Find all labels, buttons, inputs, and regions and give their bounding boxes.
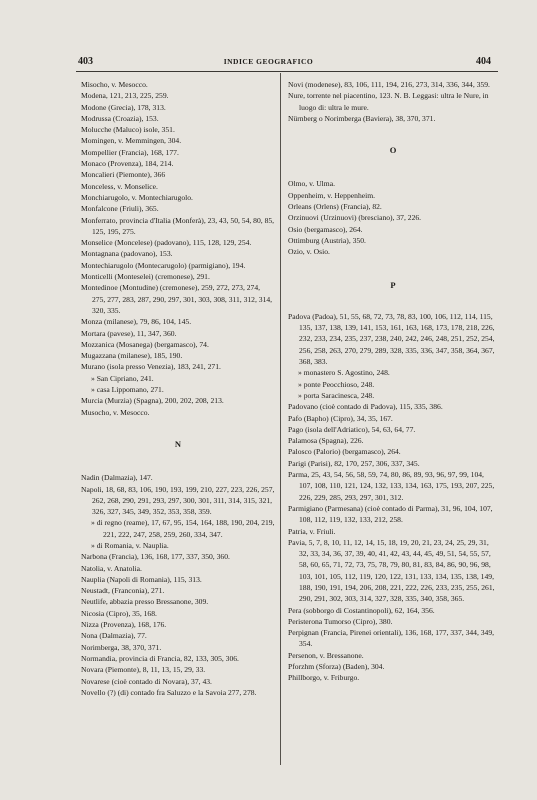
index-entry: Novi (modenese), 83, 106, 111, 194, 216, 273, 314, 336, 344, 359.	[288, 80, 490, 89]
index-entry: Osio (bergamasco), 264.	[288, 224, 363, 234]
index-entry: Pavia, 5, 7, 8, 10, 11, 12, 14, 15, 18, 19, 20, 21, 23, 24, 25, 29, 31, 32, 33, 34, 36, 37, 39, 40, 41, 42, 43, 44, 45, 49, 51, 54, 55, 57, 58, 60, 65, 71, 72, 73, 75, 78, 79, 80, 81, 83, 84, 86, 90, 96, 98, 103, 101, 105, 112, 119, 120, 122, 131, 133, 134, 135, 138, 149, 188, 190, 191, 194, 206, 208, 221, 222, 226, 233, 235, 255, 261, 290, 291, 302, 303, 314, 327, 328, 335, 340, 358, 365.	[288, 537, 495, 604]
index-entry: Pforzhm (Sforza) (Baden), 304.	[288, 662, 385, 672]
left-column	[81, 79, 275, 698]
index-entry: Monselice (Moncelese) (padovano), 115, 128, 129, 254.	[81, 238, 252, 248]
index-entry: Modena, 121, 213, 225, 259.	[81, 91, 169, 101]
index-entry: Monfalcone (Friuli), 365.	[81, 204, 159, 214]
index-entry: Orleans (Orlens) (Francia), 82.	[288, 202, 382, 212]
murano-subentries	[81, 373, 275, 396]
column-divider	[280, 73, 281, 765]
index-subentry: » casa Lippomano, 271.	[91, 385, 164, 395]
page-number-left: 403	[78, 56, 93, 67]
index-entry: Phillborgo, v. Friburgo.	[288, 673, 360, 683]
index-entry: Monticelli (Monteselei) (cremonese), 291.	[81, 272, 210, 282]
entries-n-cont	[288, 79, 498, 124]
index-entry: Normandia, provincia di Francia, 82, 133, 305, 306.	[81, 653, 239, 663]
section-letter-n: N	[174, 438, 182, 449]
index-entry: Nure, torrente nel piacentino, 123. N. B. Leggasi: ultra le Nure, in luogo di: ultra le mure.	[288, 91, 489, 112]
running-header	[0, 56, 537, 70]
index-entry: Montechiarugolo (Montecarugolo) (parmigiano), 194.	[81, 260, 246, 270]
index-entry: Momingen, v. Memmingen, 304.	[81, 136, 182, 146]
index-entry: Montedinoe (Montudine) (cremonese), 259, 272, 273, 274, 275, 277, 283, 287, 290, 297, 301, 303, 308, 311, 312, 314, 320, 335.	[81, 283, 273, 315]
index-entry: Olmo, v. Ulma.	[288, 179, 335, 189]
entries-m	[81, 79, 275, 373]
index-entry: Nauplia (Napoli di Romania), 115, 313.	[81, 574, 202, 584]
index-entry: Monceless, v. Monselice.	[81, 181, 158, 191]
page-number-right: 404	[476, 56, 491, 67]
index-entry: Mompellier (Francia), 168, 177.	[81, 147, 179, 157]
section-letter-p: P	[390, 279, 396, 290]
index-entry: Palamosa (Spagna), 226.	[288, 436, 364, 446]
entries-o	[288, 178, 498, 257]
index-entry: Perpignan (Francia, Pirenei orientali), 136, 168, 177, 337, 344, 349, 354.	[288, 628, 495, 649]
index-entry: Murcia (Murzia) (Spagna), 200, 202, 208, 213.	[81, 396, 224, 406]
index-entry: Parigi (Parisi), 82, 170, 257, 306, 337, 345.	[288, 458, 420, 468]
index-entry: Parma, 25, 43, 54, 56, 58, 59, 74, 80, 86, 89, 93, 96, 97, 99, 104, 107, 108, 110, 121, 124, 132, 133, 134, 163, 175, 193, 207, 225, 226, 229, 285, 293, 297, 301, 312.	[288, 470, 495, 502]
header-rule	[76, 71, 498, 72]
index-subentry: » di regno (reame), 17, 67, 95, 154, 164, 188, 190, 204, 219, 221, 222, 247, 258, 259, 260, 334, 347.	[91, 518, 275, 539]
index-entry: Moncalieri (Piemonte), 366	[81, 170, 166, 180]
index-subentry: » San Cipriano, 241.	[91, 373, 154, 383]
index-entry: Pafo (Bapho) (Cipro), 34, 35, 167.	[288, 413, 393, 423]
index-entry: Parmigiano (Parmesana) (cioè contado di Parma), 31, 96, 104, 107, 108, 112, 119, 132, 133, 212, 258.	[288, 503, 493, 525]
section-letter-o: O	[389, 145, 397, 156]
index-subentry: » ponte Peocchioso, 248.	[298, 379, 375, 389]
index-entry: Montagnana (padovano), 153.	[81, 249, 173, 259]
index-entry: Novarese (cioè contado di Novara), 37, 43.	[81, 676, 212, 686]
index-entry: Ozio, v. Osio.	[288, 247, 330, 257]
index-entry: Padovano (cioè contado di Padova), 115, 335, 386.	[288, 402, 443, 412]
index-entry: Mugazzana (milanese), 185, 190.	[81, 351, 183, 361]
index-entry: Narbona (Francia), 136, 168, 177, 337, 350, 360.	[81, 552, 230, 562]
index-entry: Neustadt, (Franconia), 271.	[81, 586, 165, 596]
running-title: INDICE GEOGRAFICO	[223, 57, 314, 66]
index-entry: Patria, v. Friuli.	[288, 526, 336, 536]
entries-n	[81, 551, 275, 698]
index-entry: Orzinuovi (Urzinuovi) (bresciano), 37, 226.	[288, 213, 422, 223]
index-entry: Peristerona Tumorso (Cipro), 380.	[288, 616, 393, 626]
index-entry: Novello (?) (di) contado fra Saluzzo e la Savoia 277, 278.	[81, 687, 257, 697]
index-entry: Natolia, v. Anatolia.	[81, 563, 142, 573]
index-entry: Mozzanica (Mosanega) (bergamasco), 74.	[81, 339, 209, 349]
index-entry: Persenon, v. Bressanone.	[288, 650, 364, 660]
index-entry: Molucche (Maluco) isole, 351.	[81, 125, 175, 135]
index-entry: Pera (sobborgo di Costantinopoli), 62, 164, 356.	[288, 605, 435, 615]
entries-n-head	[81, 472, 275, 517]
index-entry: Nadin (Dalmazia), 147.	[81, 473, 153, 483]
index-entry: Novara (Piemonte), 8, 11, 13, 15, 29, 33.	[81, 665, 206, 675]
index-subentry: » di Romania, v. Nauplia.	[91, 540, 169, 550]
index-entry: Nicosia (Cipro), 35, 168.	[81, 608, 157, 618]
index-entry: Murano (isola presso Venezia), 183, 241, 271.	[81, 362, 221, 372]
right-column	[288, 79, 498, 684]
index-entry: Napoli, 18, 68, 83, 106, 190, 193, 199, 210, 227, 223, 226, 257, 262, 268, 290, 291, 293, 297, 300, 301, 311, 314, 315, 321, 326, 327, 345, 349, 352, 353, 358, 359.	[81, 484, 275, 517]
index-entry: Oppenheim, v. Heppenheim.	[288, 190, 376, 200]
index-entry: Modone (Grecia), 178, 313.	[81, 102, 166, 112]
index-entry: Padova (Padoa), 51, 55, 68, 72, 73, 78, 83, 100, 106, 112, 114, 115, 135, 137, 138, 139, 141, 153, 161, 163, 168, 173, 178, 218, 226, 232, 233, 234, 235, 237, 238, 240, 242, 246, 248, 251, 252, 254, 256, 258, 263, 270, 279, 289, 328, 335, 336, 347, 358, 364, 367, 368, 383.	[288, 311, 495, 367]
index-entry: Musocho, v. Mesocco.	[81, 407, 150, 417]
index-entry: Modrussa (Croazia), 153.	[81, 113, 159, 123]
index-entry: Monchiarugolo, v. Montechiarugolo.	[81, 192, 193, 202]
index-subentry: » monastero S. Agostino, 248.	[298, 368, 390, 378]
index-entry: Monferrato, provincia d'Italia (Monferà), 23, 43, 50, 54, 80, 85, 125, 195, 275.	[81, 215, 275, 236]
index-entry: Nizza (Provenza), 168, 176.	[81, 620, 167, 630]
index-entry: Ottimburg (Austria), 350.	[288, 235, 366, 245]
index-entry: Neutlife, abbazia presso Bressanone, 309.	[81, 597, 209, 607]
index-entry: Paloscо (Palorio) (bergamasco), 264.	[288, 447, 401, 457]
index-entry: Misocho, v. Mesocco.	[81, 80, 148, 89]
entries-m-tail	[81, 395, 275, 418]
index-entry: Nürnberg o Norimberga (Baviera), 38, 370, 371.	[288, 113, 436, 123]
index-entry: Monaco (Provenza), 184, 214.	[81, 159, 174, 169]
index-entry: Pago (isola dell'Adriatico), 54, 63, 64, 77.	[288, 424, 416, 434]
index-entry: Monza (milanese), 79, 86, 104, 145.	[81, 317, 192, 327]
entries-p	[288, 401, 498, 683]
index-entry: Norimberga, 38, 370, 371.	[81, 642, 162, 652]
padova-subentries	[288, 367, 498, 401]
index-entry: Mortara (pavese), 11, 347, 360.	[81, 328, 177, 338]
napoli-subentries	[81, 517, 275, 551]
index-entry: Nona (Dalmazia), 77.	[81, 631, 147, 641]
entries-p-head	[288, 311, 498, 367]
index-subentry: » porta Saracinesca, 248.	[298, 390, 375, 400]
